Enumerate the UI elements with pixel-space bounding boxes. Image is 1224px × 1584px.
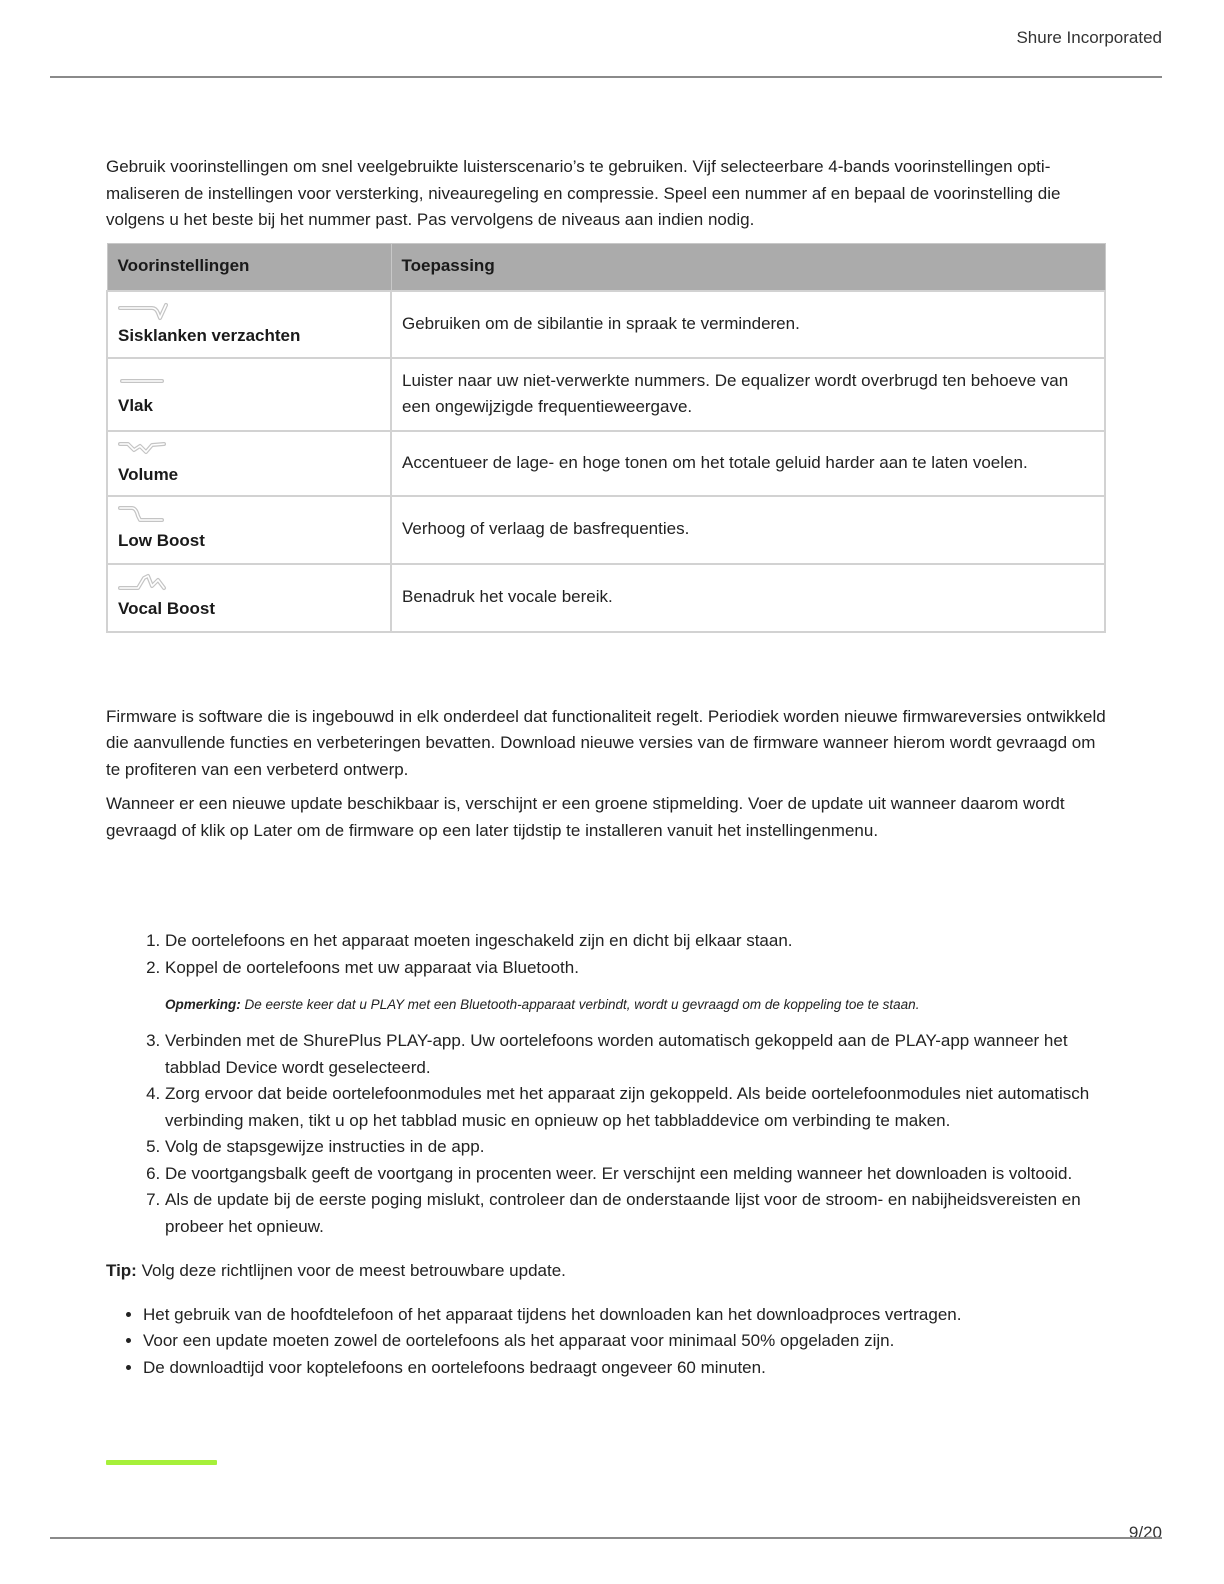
list-item: 7. Als de update bij de eerste poging mislukt, controleer dan de onderstaande lijst voor de stroom- en nabijheidsvereisten en probeer het opnieuw. bbox=[165, 1187, 1106, 1240]
tips-list bbox=[106, 1302, 1106, 1382]
flat-curve-icon bbox=[118, 369, 168, 391]
table-row bbox=[107, 496, 1105, 564]
list-item: • Voor een update moeten zowel de oortelefoons als het apparaat voor minimaal 50% opgeladen zijn. bbox=[143, 1328, 1106, 1355]
tip-label: Tip: bbox=[106, 1261, 137, 1280]
list-item: • De downloadtijd voor koptelefoons en oortelefoons bedraagt ongeveer 60 minuten. bbox=[143, 1355, 1106, 1382]
preset-cell bbox=[107, 496, 391, 564]
preset-name: Vlak bbox=[118, 395, 153, 415]
presets-table bbox=[106, 243, 1106, 633]
column-header-application: Toepassing bbox=[391, 243, 1105, 291]
preset-description: Gebruiken om de sibilantie in spraak te verminderen. bbox=[391, 291, 1105, 358]
update-paragraph: Wanneer er een nieuwe update beschikbaar is, verschijnt er een groene stipmelding. Voer de update uit wanneer daarom wordt gevraagd of klik op Later om de firmware op een later tijdstip te installeren vanuit het instellingenmenu. bbox=[106, 794, 1065, 840]
list-item: 4. Zorg ervoor dat beide oortelefoonmodules met het apparaat zijn gekoppeld. Als beide oortelefoonmodules niet automatisch verbinding maken, tikt u op het tabblad music en opnieuw op het tabbladdevice om verbinding te maken. bbox=[165, 1081, 1106, 1134]
list-item: • Het gebruik van de hoofdtelefoon of het apparaat tijdens het downloaden kan het downloadproces vertragen. bbox=[143, 1302, 1106, 1329]
list-item: 1. De oortelefoons en het apparaat moeten ingeschakeld zijn en dicht bij elkaar staan. bbox=[165, 928, 1106, 955]
list-item: 2. Koppel de oortelefoons met uw apparaat via Bluetooth. bbox=[165, 955, 1106, 982]
table-header-row bbox=[107, 243, 1105, 291]
page-content bbox=[106, 154, 1106, 1381]
preset-name: Sisklanken verzachten bbox=[118, 325, 301, 345]
table-row bbox=[107, 358, 1105, 431]
header-divider bbox=[50, 76, 1162, 78]
loudness-curve-icon bbox=[118, 438, 168, 460]
preset-description: Verhoog of verlaag de basfrequenties. bbox=[391, 496, 1105, 564]
preset-name: Volume bbox=[118, 464, 179, 484]
preset-description: Benadruk het vocale bereik. bbox=[391, 564, 1105, 632]
preset-name: Vocal Boost bbox=[118, 599, 215, 619]
list-item: 5. Volg de stapsgewijze instructies in de app. bbox=[165, 1134, 1106, 1161]
accent-bar bbox=[106, 1460, 217, 1465]
low-boost-curve-icon bbox=[118, 504, 168, 526]
preset-cell bbox=[107, 431, 391, 496]
tip-text: Volg deze richtlijnen voor de meest betrouwbare update. bbox=[136, 1261, 566, 1280]
table-row bbox=[107, 291, 1105, 358]
table-row bbox=[107, 564, 1105, 632]
page-number: 9/20 bbox=[1128, 1523, 1162, 1542]
header-company-name: Shure Incorporated bbox=[1016, 28, 1162, 47]
update-steps-list bbox=[106, 928, 1106, 981]
update-steps-list-continued bbox=[106, 1028, 1106, 1240]
preset-cell bbox=[107, 291, 391, 358]
intro-paragraph: Gebruik voorinstellingen om snel veelgebruikte luisterscenario’s te gebruiken. Vijf selecteerbare 4-bands voorinstellingen optimaliseren de instellingen voor versterking, niveauregeling en compressie. Speel een nummer af en bepaal de voorinstelling die volgens u het beste bij het nummer past. Pas vervolgens de niveaus aan indien nodig. bbox=[106, 157, 1061, 229]
preset-description: Luister naar uw niet-verwerkte nummers. De equalizer wordt overbrugd ten behoeve van een ongewijzigde frequentieweergave. bbox=[391, 358, 1105, 431]
table-row bbox=[107, 431, 1105, 496]
tip-paragraph bbox=[106, 1258, 1106, 1285]
note-text: De eerste keer dat u PLAY met een Bluetooth-apparaat verbindt, wordt u gevraagd om de koppeling toe te staan. bbox=[240, 997, 920, 1012]
pairing-note bbox=[165, 995, 1106, 1015]
de-ess-curve-icon bbox=[118, 299, 168, 321]
list-item: 3. Verbinden met de ShurePlus PLAY-app. Uw oortelefoons worden automatisch gekoppeld aan de PLAY-app wanneer het tabblad Device wordt geselecteerd. bbox=[165, 1028, 1106, 1081]
firmware-paragraph: Firmware is software die is ingebouwd in elk onderdeel dat functionaliteit regelt. Periodiek worden nieuwe firmwareversies ontwikkeld die aanvullende functies en verbeteringen bevatten. Download nieuwe versies van de firmware wanneer hierom wordt gevraagd om te profiteren van een verbeterd ontwerp. bbox=[106, 706, 1106, 779]
list-item: 6. De voortgangsbalk geeft de voortgang in procenten weer. Er verschijnt een melding wanneer het downloaden is voltooid. bbox=[165, 1161, 1106, 1188]
preset-cell bbox=[107, 564, 391, 632]
preset-name: Low Boost bbox=[118, 531, 205, 551]
preset-cell bbox=[107, 358, 391, 431]
vocal-boost-curve-icon bbox=[118, 572, 168, 594]
note-label: Opmerking: bbox=[165, 997, 241, 1012]
preset-description: Accentueer de lage- en hoge tonen om het totale geluid harder aan te laten voelen. bbox=[391, 431, 1105, 496]
footer-divider bbox=[50, 1537, 1162, 1539]
column-header-presets: Voorinstellingen bbox=[107, 243, 391, 291]
